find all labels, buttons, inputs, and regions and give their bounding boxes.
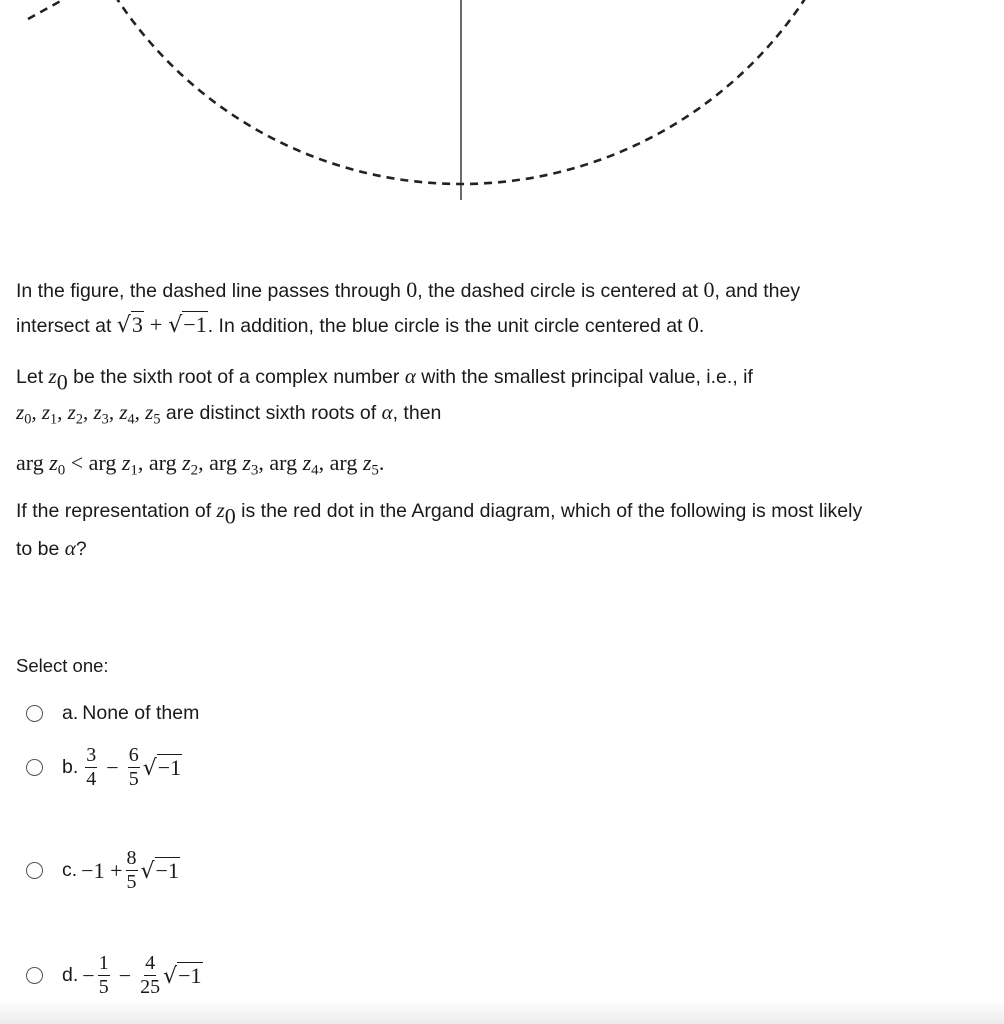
arg-inequality: arg $z_0$ < arg $z_1$, arg $z_2$, arg $z_3$, arg $z_4$, arg $z_5$. (16, 450, 385, 479)
option-b[interactable]: b. $\frac{3}{4}$ − $\frac{6}{5}$ √−1 (26, 745, 182, 790)
question-para3-line2: to be α? (16, 536, 87, 560)
sqrt-neg1: √−1 (168, 312, 207, 338)
radio-option-d[interactable] (26, 967, 43, 984)
roots-list: $z_0$, $z_1$, $z_2$, $z_3$, $z_4$, $z_5$ (16, 400, 161, 428)
radio-option-a[interactable] (26, 705, 43, 722)
sqrt-3: √3 (116, 312, 143, 338)
page-bottom-fade (0, 1000, 1004, 1024)
question-para1-line1: In the figure, the dashed line passes through 0, the dashed circle is centered at 0, and they (16, 277, 801, 302)
option-d[interactable]: d. − $\frac{1}{5}$ − $\frac{4}{25}$ √−1 (26, 953, 203, 998)
question-para2-line1: Let $z_0$ be the sixth root of a complex number α with the smallest principal value, i.e., if (16, 364, 753, 395)
option-b-expression: $\frac{3}{4}$ − $\frac{6}{5}$ √−1 (86, 744, 182, 790)
option-c[interactable]: c. −1 + $\frac{8}{5}$ √−1 (26, 848, 180, 893)
question-para2-line3 (16, 450, 385, 479)
argand-diagram (0, 0, 1004, 230)
question-para3-line1: If the representation of $z_0$ is the red dot in the Argand diagram, which of the following is most likely (16, 498, 863, 529)
question-para2-line2: $z_0$, $z_1$, $z_2$, $z_3$, $z_4$, $z_5$ are distinct sixth roots of α, then (16, 400, 442, 428)
dashed-line (28, 0, 66, 19)
question-para1-line2: intersect at √3 + √−1. In addition, the blue circle is the unit circle centered at 0. (16, 312, 705, 338)
radio-option-b[interactable] (26, 759, 43, 776)
option-c-expression: −1 + $\frac{8}{5}$ √−1 (81, 847, 179, 893)
option-d-expression: − $\frac{1}{5}$ − $\frac{4}{25}$ √−1 (82, 952, 202, 998)
select-one-prompt: Select one: (16, 655, 109, 676)
option-a[interactable]: a. None of them (26, 702, 199, 725)
radio-option-c[interactable] (26, 862, 43, 879)
